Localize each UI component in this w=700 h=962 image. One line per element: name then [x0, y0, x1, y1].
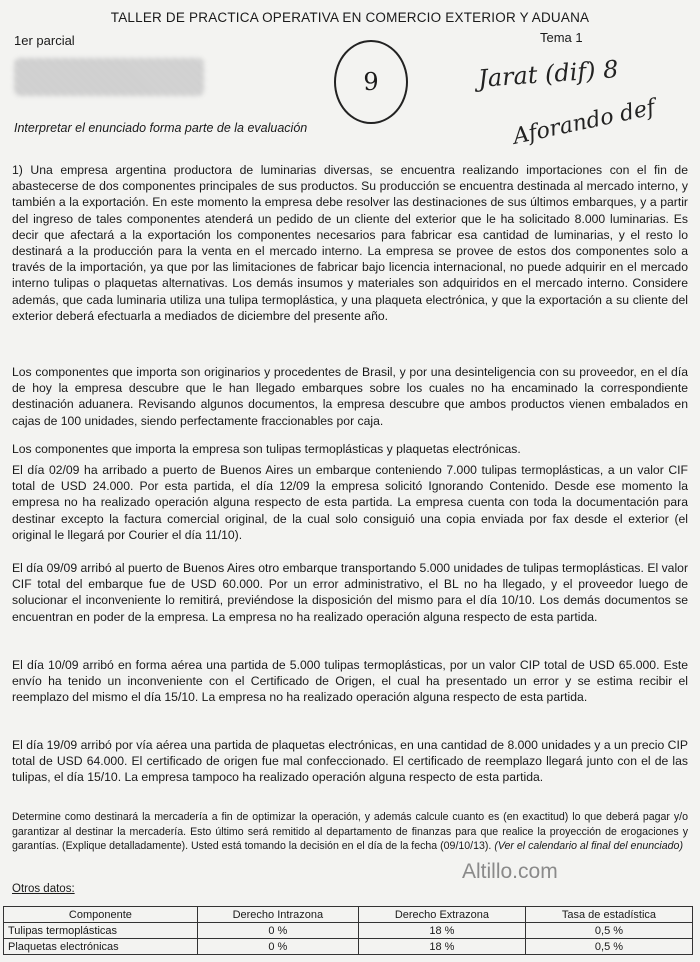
- cell-component: Tulipas termoplásticas: [4, 923, 198, 939]
- watermark: Altillo.com: [462, 860, 558, 883]
- cell-component: Plaquetas electrónicas: [4, 939, 198, 955]
- redacted-student-name: [14, 58, 204, 96]
- cell-intrazona: 0 %: [197, 923, 358, 939]
- instruction-text: Interpretar el enunciado forma parte de la evaluación: [14, 121, 308, 135]
- task-note: (Ver el calendario al final del enunciado): [494, 840, 683, 852]
- exam-theme: Tema 1: [540, 30, 583, 45]
- paragraph-intro: 1) Una empresa argentina productora de luminarias diversas, se encuentra realizando importaciones con el fin de abastecerse de dos componentes principales de sus productos. Su producción se encuentra destinada al mercado interno, y también a la exportación. En este momento la empresa debe resolver las destinaciones de sus últimos embarques, y a partir del ingreso de tales componentes atenderá un pedido de un cliente del exterior que le ha solicitado 8.000 luminarias. Es decir que afectará a la exportación los componentes necesarios para fabricar esa cantidad de luminarias, y el resto lo destinará a la producción para la venta en el mercado interno. La empresa se provee de estos dos componentes solo a través de la importación, ya que por las limitaciones de fabricar bajo licencia internacional, no puede adquirir en el mercado interno tulipas o plaquetas alternativas. Los demás insumos y materiales son adquiridos en el mercado interno. Considere además, que cada luminaria utiliza una tulipa termoplástica, y una plaqueta electrónica, y que la exportación a su cliente del exterior deberá efectuarla a mediados de diciembre del presente año.: [12, 163, 688, 323]
- col-header-componente: Componente: [4, 907, 198, 923]
- cell-intrazona: 0 %: [197, 939, 358, 955]
- cell-tasa: 0,5 %: [525, 923, 692, 939]
- handwritten-note-1: Jarat (dif) 8: [477, 55, 620, 93]
- page-title: TALLER DE PRACTICA OPERATIVA EN COMERCIO EXTERIOR Y ADUANA: [110, 10, 590, 25]
- grade-mark: 9: [334, 40, 408, 124]
- col-header-intrazona: Derecho Intrazona: [197, 907, 358, 923]
- table-row: [4, 923, 693, 939]
- paragraph-components: Los componentes que importa son originarios y procedentes de Brasil, y por una desinteligencia con su proveedor, en el día de hoy la empresa descubre que le han llegado embarques sobre los cuales no ha encaminado la correspondiente destinación aduanera. Revisando algunos documentos, la empresa descubre que ambos productos vienen embalados en cajas de 100 unidades, siendo perfectamente fraccionables por caja.: [12, 365, 688, 428]
- task-instructions: Determine como destinará la mercadería a fin de optimizar la operación, y además calcule cuanto es (en exactitud) lo que deberá pagar y/o garantizar al destinar la mercadería. Esto último será remitido al departamento de finanzas para que realice la proyección de erogaciones y garantías. (Explique detalladamente). Usted está tomando la decisión en el día de la fecha (09/10/13).: [12, 811, 688, 852]
- paragraph-shipment-2: El día 09/09 arribó al puerto de Buenos Aires otro embarque transportando 5.000 unidades de tulipas termoplásticas. El valor CIF total del embarque fue de USD 60.000. Por un error administrativo, el BL no ha llegado, y el proveedor luego de solucionar el inconveniente lo remitirá, previéndose la disposición del mismo para el día 10/10. Los demás documentos se encuentran en poder de la empresa. La empresa no ha realizado operación alguna respecto de esta partida.: [12, 561, 688, 624]
- table-row: [4, 939, 693, 955]
- cell-extrazona: 18 %: [358, 923, 525, 939]
- paragraph-shipment-4: El día 19/09 arribó por vía aérea una partida de plaquetas electrónicas, en una cantidad de 8.000 unidades y a un precio CIP total de USD 64.000. El certificado de origen fue mal confeccionado. El certificado de reemplazo llegará junto con el de las tulipas, el día 15/10. La empresa tampoco ha realizado operación alguna respecto de esta partida.: [12, 738, 688, 785]
- tariff-table: [3, 906, 693, 955]
- col-header-extrazona: Derecho Extrazona: [358, 907, 525, 923]
- handwritten-note-2: Aforando def: [510, 95, 658, 150]
- cell-tasa: 0,5 %: [525, 939, 692, 955]
- table-header-row: [4, 907, 693, 923]
- paragraph-shipment-1: El día 02/09 ha arribado a puerto de Buenos Aires un embarque conteniendo 7.000 tulipas termoplásticas, a un valor CIF total de USD 24.000. Por esta partida, el día 12/09 la empresa solicitó Ignorando Contenido. Desde ese momento la empresa no ha realizado operación alguna respecto de esta partida. La empresa cuenta con toda la documentación para destinar excepto la factura comercial original, de la cual solo consiguió una copia enviada por fax desde el exterior (el original le llegará por Courier el día 11/10).: [12, 463, 688, 542]
- col-header-tasa: Tasa de estadística: [525, 907, 692, 923]
- paragraph-products: Los componentes que importa la empresa son tulipas termoplásticas y plaquetas electrónicas.: [12, 442, 521, 456]
- task-text: [12, 810, 688, 854]
- cell-extrazona: 18 %: [358, 939, 525, 955]
- paragraph-shipment-3: El día 10/09 arribó en forma aérea una partida de 5.000 tulipas termoplásticas, por un valor CIP total de USD 65.000. Este envío ha tenido un inconveniente con el Certificado de Origen, el cual ha presentado un error y se estima recibir el reemplazo del mismo el día 15/10. La empresa no ha realizado operación alguna respecto de esta partida.: [12, 658, 688, 705]
- otros-datos-label: Otros datos:: [12, 883, 75, 895]
- exam-type: 1er parcial: [14, 33, 75, 48]
